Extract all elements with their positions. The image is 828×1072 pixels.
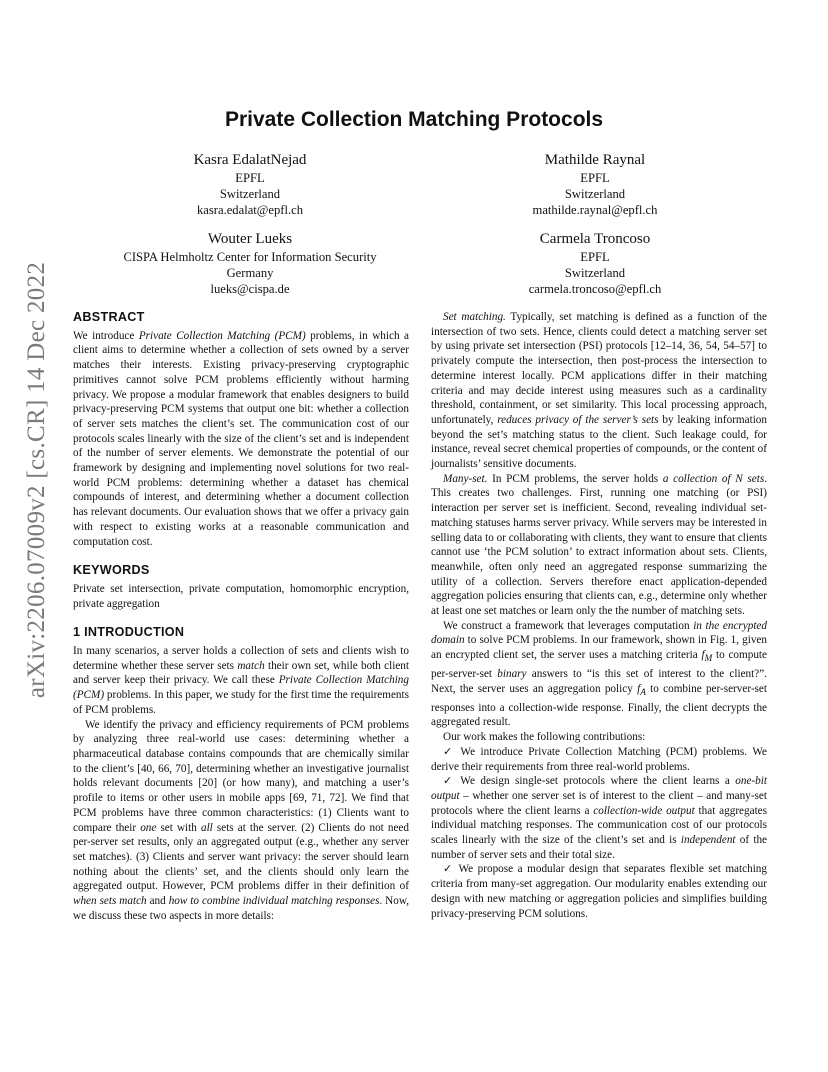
many-set-paragraph: Many-set. In PCM problems, the server holds a collection of N sets. This creates two challenges. First, running one matching (or PSI) interaction per server set is inefficient. Second, revealing individual set-matching statuses harms server privacy. While servers may be interested in selling data to or collaborating with clients, they want to ensure that clients cannot use ‘the PCM solution’ to extract information about sets. Clients, meanwhile, often only need an aggregated response summarizing the utility of a collection. Servers therefore enact application-depended aggregation policies ensuring that clients can, e.g., determine only whether at least one set matches or learn only the the number of matching sets.	[431, 472, 767, 618]
introduction-heading: 1 INTRODUCTION	[73, 625, 185, 640]
left-column	[73, 310, 409, 923]
author-email: carmela.troncoso@epfl.ch	[528, 282, 662, 296]
author-block-1	[140, 151, 360, 218]
author-block-3	[95, 230, 405, 297]
author-email: mathilde.raynal@epfl.ch	[532, 203, 658, 217]
set-matching-paragraph: Set matching. Typically, set matching is defined as a function of the intersection of two sets. Hence, clients could detect a matching server set by using private set intersection (PSI) protocols [12–14, 36, 54, 54–57] to privately compute the intersection, then post-process the intersection to determine interest locally. PCM applications differ in their matching criteria and may decide interest using measures such as a cardinality threshold, containment, or set similarity. This local processing approach, unfortunately, reduces privacy of the server’s sets by leaking information beyond the set’s matching status to the client. Such leakage could, for instance, reveal secret chemical properties of compounds, or the content of journalists’ sensitive documents.	[431, 311, 767, 471]
framework-paragraph: We construct a framework that leverages computation in the encrypted domain to solve PCM problems. In our framework, shown in Fig. 1, given an encrypted client set, the server uses a matching criteria $f_M$ to compute per-server-set binary answers to “is this set of interest to the client?”. Next, the server uses an aggregation policy $f_A$ to combine per-server-set responses into a collection-wide response. Finally, the client decrypts the aggregated result.	[431, 619, 767, 729]
abstract-heading: ABSTRACT	[73, 310, 145, 324]
abstract-text: We introduce Private Collection Matching (PCM) problems, in which a client aims to determine whether a collection of sets owned by a server matches their interests. Existing privacy-preserving cryptographic primitives cannot solve PCM problems efficiently without harming privacy. We propose a modular framework that enables designers to build privacy-preserving PCM systems that output one bit: whether a collection of server sets matches the client’s set. The communication cost of our protocols scales linearly with the size of the client’s set and is independent of the number of server elements. We demonstrate the potential of our framework by designing and implementing novel solutions for two real-world PCM problems: determining whether a dataset has chemical compounds of interest, and determining whether a document collection has relevant documents. Our evaluation shows that we offer a privacy gain with respect to existing works at a reasonable communication and computation cost.	[73, 329, 409, 548]
contribution-2: ✓ We design single-set protocols where the client learns a one-bit output – whether one server set is of interest to the client – and many-set protocols where the client learns a collection-wide output that aggregates individual matching responses. The communication cost of our protocols scales linearly with the size of the client’s set and is independent of the number of server sets and their total size.	[431, 775, 768, 861]
author-country: Switzerland	[219, 187, 281, 201]
contributions-intro: Our work makes the following contributions:	[443, 731, 646, 744]
keywords-text: Private set intersection, private computation, homomorphic encryption, private aggregation	[73, 582, 409, 610]
arxiv-identifier: arXiv:2206.07009v2 [cs.CR] 14 Dec 2022	[23, 261, 50, 699]
intro-paragraph-1: In many scenarios, a server holds a collection of sets and clients wish to determine whether these server sets match their own set, while both client and server keep their privacy. We call these Private Collection Matching (PCM) problems. In this paper, we study for the first time the requirements of PCM problems.	[73, 645, 410, 716]
author-email: lueks@cispa.de	[210, 282, 290, 296]
author-country: Germany	[226, 266, 274, 280]
author-affiliation: EPFL	[235, 171, 265, 185]
arxiv-sidebar	[22, 261, 52, 699]
paper-title: Private Collection Matching Protocols	[224, 108, 604, 131]
author-affiliation: EPFL	[580, 171, 610, 185]
author-country: Switzerland	[564, 266, 626, 280]
author-name: Kasra EdalatNejad	[193, 152, 307, 168]
author-country: Switzerland	[564, 187, 626, 201]
author-block-2	[470, 151, 720, 218]
intro-paragraph-2: We identify the privacy and efficiency requirements of PCM problems by analyzing three real-world use cases: determining whether a pharmaceutical database contains compounds that are chemically similar to the client’s [40, 66, 70], determining whether an investigative journalist holds relevant documents [20] (or how many), and matching a user’s profile to items or other users in mobile apps [69, 71, 72]. We find that PCM problems have three common characteristics: (1) Clients want to compare their one set with all sets at the server. (2) Clients do not need per-server set results, only an aggregated output (e.g., whether any server set matches). (3) Clients and server want privacy: the server should learn nothing about the clients’ set, and the clients should only learn the aggregated output. However, PCM problems differ in their definition of when sets match and how to combine individual matching responses. Now, we discuss these two aspects in more details:	[73, 718, 409, 922]
author-block-4	[470, 230, 720, 297]
author-name: Wouter Lueks	[207, 231, 293, 247]
contribution-1: ✓ We introduce Private Collection Matching (PCM) problems. We derive their requirements from three real-world problems.	[431, 745, 767, 773]
author-affiliation: EPFL	[580, 250, 610, 264]
author-affiliation: CISPA Helmholtz Center for Information Security	[123, 250, 377, 264]
right-column	[431, 310, 767, 921]
author-name: Mathilde Raynal	[544, 152, 646, 168]
contribution-3: ✓ We propose a modular design that separates flexible set matching criteria from many-set aggregation. Our modularity enables extending our design with new matching or aggregation policies and simplifies building privacy-preserving PCM solutions.	[431, 863, 767, 920]
keywords-heading: KEYWORDS	[73, 563, 150, 578]
author-email: kasra.edalat@epfl.ch	[197, 203, 303, 217]
author-name: Carmela Troncoso	[539, 231, 651, 247]
